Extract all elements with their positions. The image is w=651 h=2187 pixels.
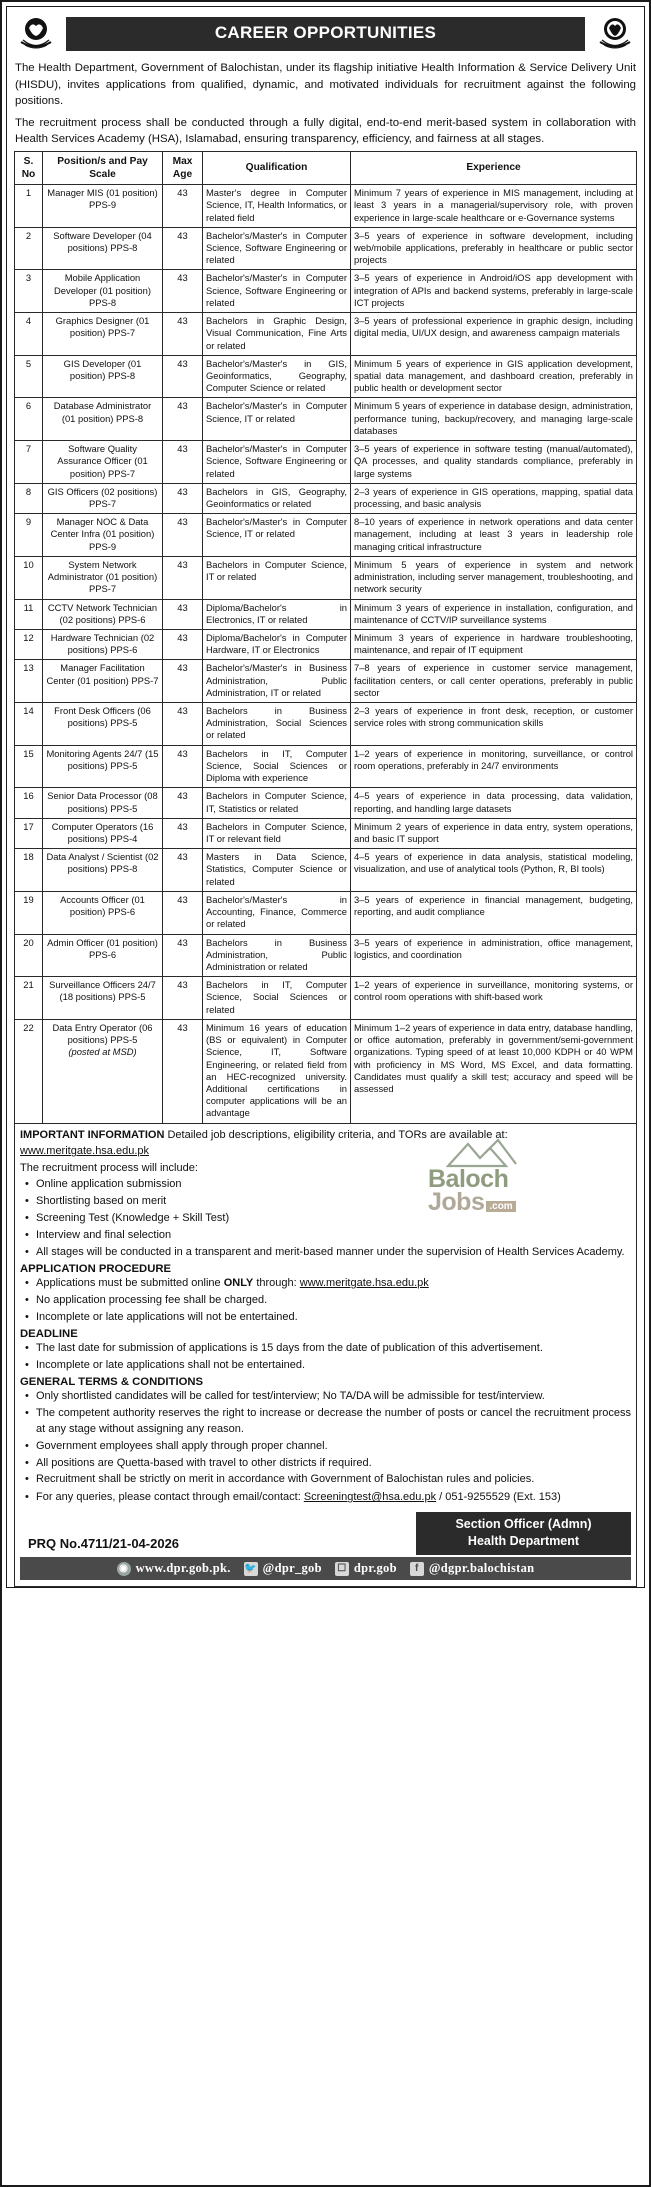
cell-sno: 10	[15, 556, 43, 599]
cell-position	[43, 703, 163, 746]
position-title: Monitoring Agents 24/7 (15 positions) PPS-5	[46, 747, 159, 771]
cell-max-age: 43	[163, 788, 203, 818]
officer-department: Health Department	[467, 1534, 580, 1549]
cell-sno: 3	[15, 270, 43, 313]
table-row	[15, 441, 637, 484]
cell-max-age: 43	[163, 629, 203, 659]
cell-sno: 16	[15, 788, 43, 818]
deadline-heading: DEADLINE	[20, 1327, 78, 1340]
table-row	[15, 934, 637, 977]
facebook-icon: f	[410, 1562, 424, 1576]
cell-qualification: Bachelors in GIS, Geography, Geoinformatics or related	[203, 483, 351, 513]
table-row	[15, 788, 637, 818]
cell-experience: 2–3 years of experience in front desk, reception, or customer service roles with strong communication skills	[351, 703, 637, 746]
position-title: Admin Officer (01 position) PPS-6	[47, 936, 158, 960]
deadline-list	[20, 1341, 631, 1374]
table-row	[15, 849, 637, 892]
position-title: GIS Developer (01 position) PPS-8	[63, 357, 142, 381]
cell-qualification: Minimum 16 years of education (BS or equivalent) in Computer Science, IT, Software Engineering, or related field from an HEC-recognized university. Additional certifications in computer applications will be an advantage	[203, 1019, 351, 1123]
footer-facebook-label: @dgpr.balochistan	[428, 1561, 535, 1576]
position-title: Hardware Technician (02 positions) PPS-6	[50, 631, 155, 656]
process-intro: The recruitment process will include:	[20, 1161, 198, 1174]
cell-qualification: Bachelor's/Master's in GIS, Geoinformatics, Geography, Computer Science or related	[203, 355, 351, 398]
globe-icon: ◉	[117, 1562, 131, 1576]
cell-experience: Minimum 5 years of experience in GIS application development, spatial data management, and dashboard creation, preferably in public health or development sector	[351, 355, 637, 398]
cell-position	[43, 934, 163, 977]
intro-paragraph-1: The Health Department, Government of Balochistan, under its flagship initiative Health Information & Service Delivery Unit (HISDU), invites applications from qualified, dynamic, and motivated individuals for recruitment against the following positions.	[15, 62, 636, 108]
cell-sno: 1	[15, 185, 43, 228]
cell-qualification: Bachelors in IT, Computer Science, Social Sciences or Diploma with experience	[203, 745, 351, 788]
table-row	[15, 629, 637, 659]
cell-position	[43, 514, 163, 557]
cell-sno: 6	[15, 398, 43, 441]
meritgate-url-link[interactable]: www.meritgate.hsa.edu.pk	[20, 1145, 150, 1158]
footer-instagram-label: dpr.gob	[353, 1561, 397, 1576]
cell-max-age: 43	[163, 441, 203, 484]
cell-experience: 3–5 years of experience in software development, including web/mobile applications, preferably in healthcare or public sector projects	[351, 227, 637, 270]
cell-sno: 5	[15, 355, 43, 398]
table-row	[15, 703, 637, 746]
cell-sno: 9	[15, 514, 43, 557]
cell-experience: 3–5 years of experience in financial management, budgeting, reporting, and audit compliance	[351, 891, 637, 934]
position-title: Surveillance Officers 24/7 (18 positions) PPS-5	[49, 979, 156, 1003]
apply-only-emphasis: ONLY	[223, 1277, 254, 1290]
cell-experience: Minimum 2 years of experience in data entry, system operations, and basic IT support	[351, 818, 637, 848]
table-row	[15, 891, 637, 934]
cell-sno: 22	[15, 1019, 43, 1123]
important-information-text: Detailed job descriptions, eligibility criteria, and TORs are available at:	[167, 1128, 508, 1141]
cell-qualification: Bachelor's/Master's in Accounting, Finance, Commerce or related	[203, 891, 351, 934]
cell-max-age: 43	[163, 745, 203, 788]
cell-position	[43, 355, 163, 398]
cell-qualification: Bachelor's/Master's in Computer Science, IT or related	[203, 398, 351, 441]
general-terms-item: • All positions are Quetta-based with travel to other districts if required.	[36, 1456, 631, 1472]
cell-position	[43, 629, 163, 659]
cell-experience: 4–5 years of experience in data analysis, statistical modeling, visualization, and use of analytical tools (Python, R, BI tools)	[351, 849, 637, 892]
table-row	[15, 745, 637, 788]
cell-experience: Minimum 3 years of experience in installation, configuration, and maintenance of CCTV/IP surveillance systems	[351, 599, 637, 629]
cell-max-age: 43	[163, 818, 203, 848]
col-header-experience: Experience	[351, 151, 637, 185]
twitter-icon: 🐦	[244, 1563, 258, 1575]
footer-social-bar	[20, 1557, 631, 1580]
application-procedure-list	[20, 1276, 631, 1326]
col-header-position: Position/s and Pay Scale	[43, 151, 163, 185]
health-department-crest-icon	[595, 14, 635, 54]
cell-experience: Minimum 7 years of experience in MIS management, including at least 3 years in a managerial/supervisory role, with proven experience in large-scale healthcare or e-Governance systems	[351, 185, 637, 228]
contact-item	[36, 1490, 631, 1506]
watermark-line-1: Baloch	[428, 1164, 509, 1193]
cell-qualification: Bachelors in Computer Science, IT or relevant field	[203, 818, 351, 848]
cell-max-age: 43	[163, 849, 203, 892]
cell-max-age: 43	[163, 185, 203, 228]
cell-experience: 7–8 years of experience in customer service management, facilitation centers, or call center operations, preferably in public sector	[351, 660, 637, 703]
general-terms-item: • The competent authority reserves the right to increase or decrease the number of posts or cancel the recruitment process at any stage without assigning any reason.	[36, 1406, 631, 1438]
page-title: CAREER OPPORTUNITIES	[66, 17, 585, 51]
header	[14, 12, 637, 58]
recruitment-process-item: • Shortlisting based on merit	[36, 1194, 631, 1210]
table-row	[15, 270, 637, 313]
cell-position	[43, 270, 163, 313]
cell-experience: 1–2 years of experience in surveillance, monitoring systems, or control room operations with shift-based work	[351, 977, 637, 1020]
cell-max-age: 43	[163, 313, 203, 356]
signing-authority	[416, 1512, 631, 1555]
cell-position	[43, 1019, 163, 1123]
cell-sno: 14	[15, 703, 43, 746]
cell-experience: 1–2 years of experience in monitoring, surveillance, or control room operations, preferably in 24/7 environments	[351, 745, 637, 788]
cell-experience: 8–10 years of experience in network operations and data center management, including at least 3 years in leadership role managing critical infrastructure	[351, 514, 637, 557]
apply-prefix: Applications must be submitted online	[36, 1277, 224, 1290]
cell-sno: 7	[15, 441, 43, 484]
position-title: CCTV Network Technician (02 positions) PPS-6	[47, 601, 158, 625]
cell-qualification: Bachelor's/Master's in Computer Science, Software Engineering or related	[203, 441, 351, 484]
contact-phone: / 051-9255529 (Ext. 153)	[436, 1491, 561, 1504]
deadline-item: • The last date for submission of applications is 15 days from the date of publication of this advertisement.	[36, 1341, 631, 1357]
cell-experience: 2–3 years of experience in GIS operations, mapping, spatial data processing, and basic analysis	[351, 483, 637, 513]
positions-table-body	[15, 185, 637, 1123]
cell-max-age: 43	[163, 703, 203, 746]
cell-max-age: 43	[163, 599, 203, 629]
col-header-qualification: Qualification	[203, 151, 351, 185]
col-header-maxage: Max Age	[163, 151, 203, 185]
footer-instagram[interactable]	[335, 1561, 397, 1576]
table-header-row	[15, 151, 637, 185]
position-title: Manager Facilitation Center (01 position) PPS-7	[46, 662, 159, 686]
apply-url-link[interactable]: www.meritgate.hsa.edu.pk	[299, 1277, 429, 1290]
cell-max-age: 43	[163, 483, 203, 513]
important-information-block	[14, 1124, 637, 1588]
prq-number: PRQ No.4711/21-04-2026	[28, 1536, 180, 1552]
table-row	[15, 313, 637, 356]
contact-list	[20, 1490, 631, 1506]
general-terms-item: • Only shortlisted candidates will be called for test/interview; No TA/DA will be admissible for test/interview.	[36, 1389, 631, 1405]
intro-paragraph-2: The recruitment process shall be conducted through a fully digital, end-to-end merit-based system in collaboration with Health Services Academy (HSA), Islamabad, ensuring transparency, efficiency, and fairness at all stages.	[15, 116, 636, 146]
general-terms-list	[20, 1389, 631, 1489]
signature-strip	[20, 1512, 631, 1555]
position-title: Data Entry Operator (06 positions) PPS-5	[52, 1021, 153, 1046]
position-title: Data Analyst / Scientist (02 positions) PPS-8	[46, 851, 159, 875]
cell-qualification: Bachelors in Business Administration, Social Sciences or related	[203, 703, 351, 746]
cell-sno: 21	[15, 977, 43, 1020]
table-row	[15, 818, 637, 848]
cell-qualification: Bachelor's/Master's in Business Administration, Public Administration, IT or related	[203, 660, 351, 703]
general-terms-heading: GENERAL TERMS & CONDITIONS	[20, 1375, 204, 1388]
table-row	[15, 977, 637, 1020]
cell-position	[43, 556, 163, 599]
cell-position	[43, 788, 163, 818]
cell-max-age: 43	[163, 1019, 203, 1123]
cell-experience: Minimum 3 years of experience in hardware troubleshooting, maintenance, and repair of IT equipment	[351, 629, 637, 659]
cell-position	[43, 745, 163, 788]
deadline-item: • Incomplete or late applications shall not be entertained.	[36, 1358, 631, 1374]
officer-title: Section Officer (Admn)	[455, 1517, 592, 1532]
cell-max-age: 43	[163, 355, 203, 398]
cell-sno: 18	[15, 849, 43, 892]
cell-sno: 4	[15, 313, 43, 356]
important-information-heading: IMPORTANT INFORMATION	[20, 1128, 165, 1141]
positions-table	[14, 151, 637, 1124]
cell-max-age: 43	[163, 227, 203, 270]
cell-qualification: Master's degree in Computer Science, IT, Health Informatics, or related field	[203, 185, 351, 228]
cell-max-age: 43	[163, 514, 203, 557]
footer-website-label: www.dpr.gob.pk.	[135, 1561, 231, 1576]
contact-email-link[interactable]: Screeningtest@hsa.edu.pk	[303, 1491, 437, 1504]
position-title: GIS Officers (02 positions) PPS-7	[47, 485, 158, 509]
position-title: Manager NOC & Data Center Infra (01 position) PPS-9	[50, 516, 155, 552]
apply-mid: through:	[253, 1277, 300, 1290]
cell-experience: 3–5 years of professional experience in graphic design, including digital media, UI/UX design, and awareness campaign materials	[351, 313, 637, 356]
position-title: Mobile Application Developer (01 position) PPS-8	[54, 272, 151, 308]
cell-position	[43, 599, 163, 629]
position-note: (posted at MSD)	[68, 1046, 137, 1058]
cell-sno: 2	[15, 227, 43, 270]
cell-sno: 20	[15, 934, 43, 977]
cell-position	[43, 398, 163, 441]
table-row	[15, 185, 637, 228]
cell-sno: 8	[15, 483, 43, 513]
important-information-url-line	[20, 1144, 631, 1160]
cell-qualification: Diploma/Bachelor's in Electronics, IT or related	[203, 599, 351, 629]
cell-qualification: Bachelors in Computer Science, IT, Statistics or related	[203, 788, 351, 818]
cell-position	[43, 660, 163, 703]
position-title: Computer Operators (16 positions) PPS-4	[51, 820, 154, 844]
position-title: Software Developer (04 positions) PPS-8	[53, 229, 152, 254]
recruitment-process-item: • Screening Test (Knowledge + Skill Test)	[36, 1211, 631, 1227]
footer-twitter[interactable]	[244, 1561, 322, 1576]
application-procedure-item-fee: • No application processing fee shall be charged.	[36, 1293, 631, 1309]
cell-experience: Minimum 5 years of experience in database design, administration, performance tuning, backup/recovery, and managing large-scale databases	[351, 398, 637, 441]
recruitment-process-list	[20, 1177, 631, 1261]
cell-qualification: Bachelor's/Master's in Computer Science, Software Engineering or related	[203, 270, 351, 313]
cell-sno: 11	[15, 599, 43, 629]
position-title: System Network Administrator (01 position) PPS-7	[47, 558, 158, 595]
general-terms-item: • Recruitment shall be strictly on merit in accordance with Government of Balochistan rules and policies.	[36, 1472, 631, 1488]
cell-position	[43, 227, 163, 270]
table-row	[15, 514, 637, 557]
table-row	[15, 556, 637, 599]
cell-max-age: 43	[163, 977, 203, 1020]
balochistan-government-crest-icon	[16, 14, 56, 54]
important-information-lead	[20, 1128, 631, 1144]
cell-sno: 13	[15, 660, 43, 703]
cell-qualification: Diploma/Bachelor's in Computer Hardware, IT or Electronics	[203, 629, 351, 659]
cell-experience: 3–5 years of experience in Android/iOS app development with integration of APIs and backend systems, preferably in large-scale ICT projects	[351, 270, 637, 313]
contact-prefix: For any queries, please contact through email/contact:	[36, 1491, 304, 1504]
position-title: Database Administrator (01 position) PPS-8	[53, 400, 152, 424]
cell-qualification: Bachelor's/Master's in Computer Science, Software Engineering or related	[203, 227, 351, 270]
application-procedure-item-online	[36, 1276, 631, 1292]
recruitment-process-item: • Online application submission	[36, 1177, 631, 1193]
watermark-suffix: .com	[486, 1201, 515, 1213]
position-title: Software Quality Assurance Officer (01 position) PPS-7	[57, 443, 148, 479]
cell-qualification: Bachelors in Computer Science, IT or related	[203, 556, 351, 599]
recruitment-process-item: • Interview and final selection	[36, 1228, 631, 1244]
cell-experience: Minimum 1–2 years of experience in data entry, database handling, or office automation, preferably in government/semi-government organizations. Typing speed of at least 10,000 KDPH or 40 WPM with proficiency in MS Word, MS Excel, and data formatting. Candidates must qualify a skill test; accuracy and speed will be assessed	[351, 1019, 637, 1123]
cell-qualification: Bachelors in Graphic Design, Visual Communication, Fine Arts or related	[203, 313, 351, 356]
cell-qualification: Bachelors in Business Administration, Public Administration or related	[203, 934, 351, 977]
footer-website[interactable]	[117, 1561, 231, 1576]
table-row	[15, 599, 637, 629]
footer-facebook[interactable]	[410, 1561, 535, 1576]
cell-position	[43, 891, 163, 934]
cell-max-age: 43	[163, 556, 203, 599]
general-terms-item: • Government employees shall apply through proper channel.	[36, 1439, 631, 1455]
position-title: Graphics Designer (01 position) PPS-7	[55, 315, 150, 339]
table-row	[15, 398, 637, 441]
cell-sno: 15	[15, 745, 43, 788]
cell-experience: 3–5 years of experience in software testing (manual/automated), QA processes, and quality standards compliance, preferably in large systems	[351, 441, 637, 484]
position-title: Accounts Officer (01 position) PPS-6	[60, 893, 145, 918]
cell-sno: 19	[15, 891, 43, 934]
cell-position	[43, 849, 163, 892]
cell-experience: 3–5 years of experience in administration, office management, logistics, and coordination	[351, 934, 637, 977]
cell-qualification: Bachelors in IT, Computer Science, Social Sciences or related	[203, 977, 351, 1020]
table-row	[15, 355, 637, 398]
application-procedure-item-incomplete: • Incomplete or late applications will not be entertained.	[36, 1310, 631, 1326]
cell-max-age: 43	[163, 891, 203, 934]
table-row	[15, 660, 637, 703]
watermark-line-2: Jobs	[428, 1188, 485, 1217]
cell-max-age: 43	[163, 660, 203, 703]
position-title: Manager MIS (01 position) PPS-9	[47, 187, 158, 211]
recruitment-process-item: • All stages will be conducted in a transparent and merit-based manner under the supervision of Health Services Academy.	[36, 1245, 631, 1261]
table-row	[15, 1019, 637, 1123]
advertisement-inner-border	[6, 6, 645, 1588]
cell-position	[43, 185, 163, 228]
application-procedure-heading: APPLICATION PROCEDURE	[20, 1263, 172, 1276]
instagram-icon: ☐	[335, 1562, 349, 1576]
position-title: Front Desk Officers (06 positions) PPS-5	[54, 705, 151, 729]
cell-position	[43, 441, 163, 484]
cell-experience: Minimum 5 years of experience in system and network administration, including server management, troubleshooting, and network security	[351, 556, 637, 599]
table-row	[15, 483, 637, 513]
cell-max-age: 43	[163, 270, 203, 313]
footer-twitter-label: @dpr_gob	[262, 1561, 322, 1576]
cell-max-age: 43	[163, 934, 203, 977]
cell-position	[43, 313, 163, 356]
cell-experience: 4–5 years of experience in data processing, data validation, reporting, and handling large datasets	[351, 788, 637, 818]
cell-sno: 12	[15, 629, 43, 659]
col-header-sno: S. No	[15, 151, 43, 185]
cell-position	[43, 977, 163, 1020]
table-row	[15, 227, 637, 270]
cell-position	[43, 818, 163, 848]
cell-max-age: 43	[163, 398, 203, 441]
position-title: Senior Data Processor (08 positions) PPS-5	[47, 790, 158, 814]
cell-position	[43, 483, 163, 513]
cell-qualification: Masters in Data Science, Statistics, Computer Science or related	[203, 849, 351, 892]
cell-sno: 17	[15, 818, 43, 848]
cell-qualification: Bachelor's/Master's in Computer Science, IT or related	[203, 514, 351, 557]
